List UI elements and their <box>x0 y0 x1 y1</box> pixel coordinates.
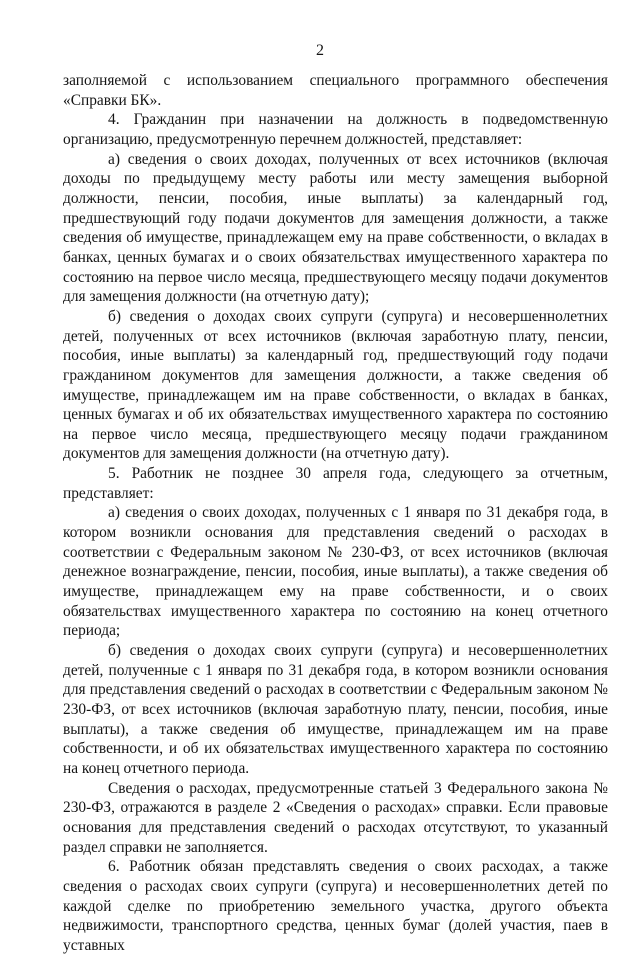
paragraph-continuation: заполняемой с использованием специального программного обеспечения «Справки БК». <box>63 72 608 109</box>
paragraph-item-4b: б) сведения о доходах своих супруги (супруга) и несовершеннолетних детей, полученных от всех источников (включая заработную плату, пенсии, пособия, иные выплаты) за календарный год, предшествующий году подачи гражданином документов для замещения должности, а также сведения об имуществе, принадлежащем им на праве собственности, о вкладах в банках, ценных бумагах и об их обязательствах имущественного характера по состоянию на первое число месяца, предшествующего месяцу подачи гражданином документов для замещения должности (на отчетную дату). <box>63 307 608 463</box>
paragraph-expenses-note: Сведения о расходах, предусмотренные статьей 3 Федерального закона № 230-ФЗ, отражаются в разделе 2 «Сведения о расходах» справки. Если правовые основания для представления сведений о расходах отсутствуют, то указанный раздел справки не заполняется. <box>63 779 608 856</box>
paragraph-item-4a: а) сведения о своих доходах, полученных от всех источников (включая доходы по предыдущему месту работы или месту замещения выборной должности, пенсии, пособия, иные выплаты) за календарный год, предшествующий году подачи документов для замещения должности, а также сведения об имуществе, принадлежащем ему на праве собственности, о вкладах в банках, ценных бумагах и о своих обязательствах имущественного характера по состоянию на первое число месяца, предшествующего месяцу подачи документов для замещения должности (на отчетную дату); <box>63 150 608 306</box>
paragraph-item-4: 4. Гражданин при назначении на должность в подведомственную организацию, предусмотренную перечнем должностей, представляет: <box>63 111 608 148</box>
document-body <box>63 71 608 956</box>
paragraph-item-5b: б) сведения о доходах своих супруги (супруга) и несовершеннолетних детей, полученные с 1 января по 31 декабря года, в котором возникли основания для представления сведений о расходах в соответствии с Федеральным законом № 230-ФЗ, от всех источников (включая заработную плату, пенсии, пособия, иные выплаты), а также сведения об имуществе, принадлежащем им на праве собственности, и об их обязательствах имущественного характера по состоянию на конец отчетного периода. <box>63 642 608 777</box>
paragraph-item-6: 6. Работник обязан представлять сведения о своих расходах, а также сведения о расходах своих супруги (супруга) и несовершеннолетних детей по каждой сделке по приобретению земельного участка, другого объекта недвижимости, транспортного средства, ценных бумаг (долей участия, паев в уставных <box>63 858 608 954</box>
paragraph-item-5: 5. Работник не позднее 30 апреля года, следующего за отчетным, представляет: <box>63 465 608 502</box>
page-number: 2 <box>316 42 324 59</box>
paragraph-item-5a: а) сведения о своих доходах, полученных с 1 января по 31 декабря года, в котором возникли основания для представления сведений о расходах в соответствии с Федеральным законом № 230-ФЗ, от всех источников (включая денежное вознаграждение, пенсии, пособия, иные выплаты), а также сведения об имуществе, принадлежащем ему на праве собственности, и о своих обязательствах имущественного характера по состоянию на конец отчетного периода; <box>63 504 608 640</box>
